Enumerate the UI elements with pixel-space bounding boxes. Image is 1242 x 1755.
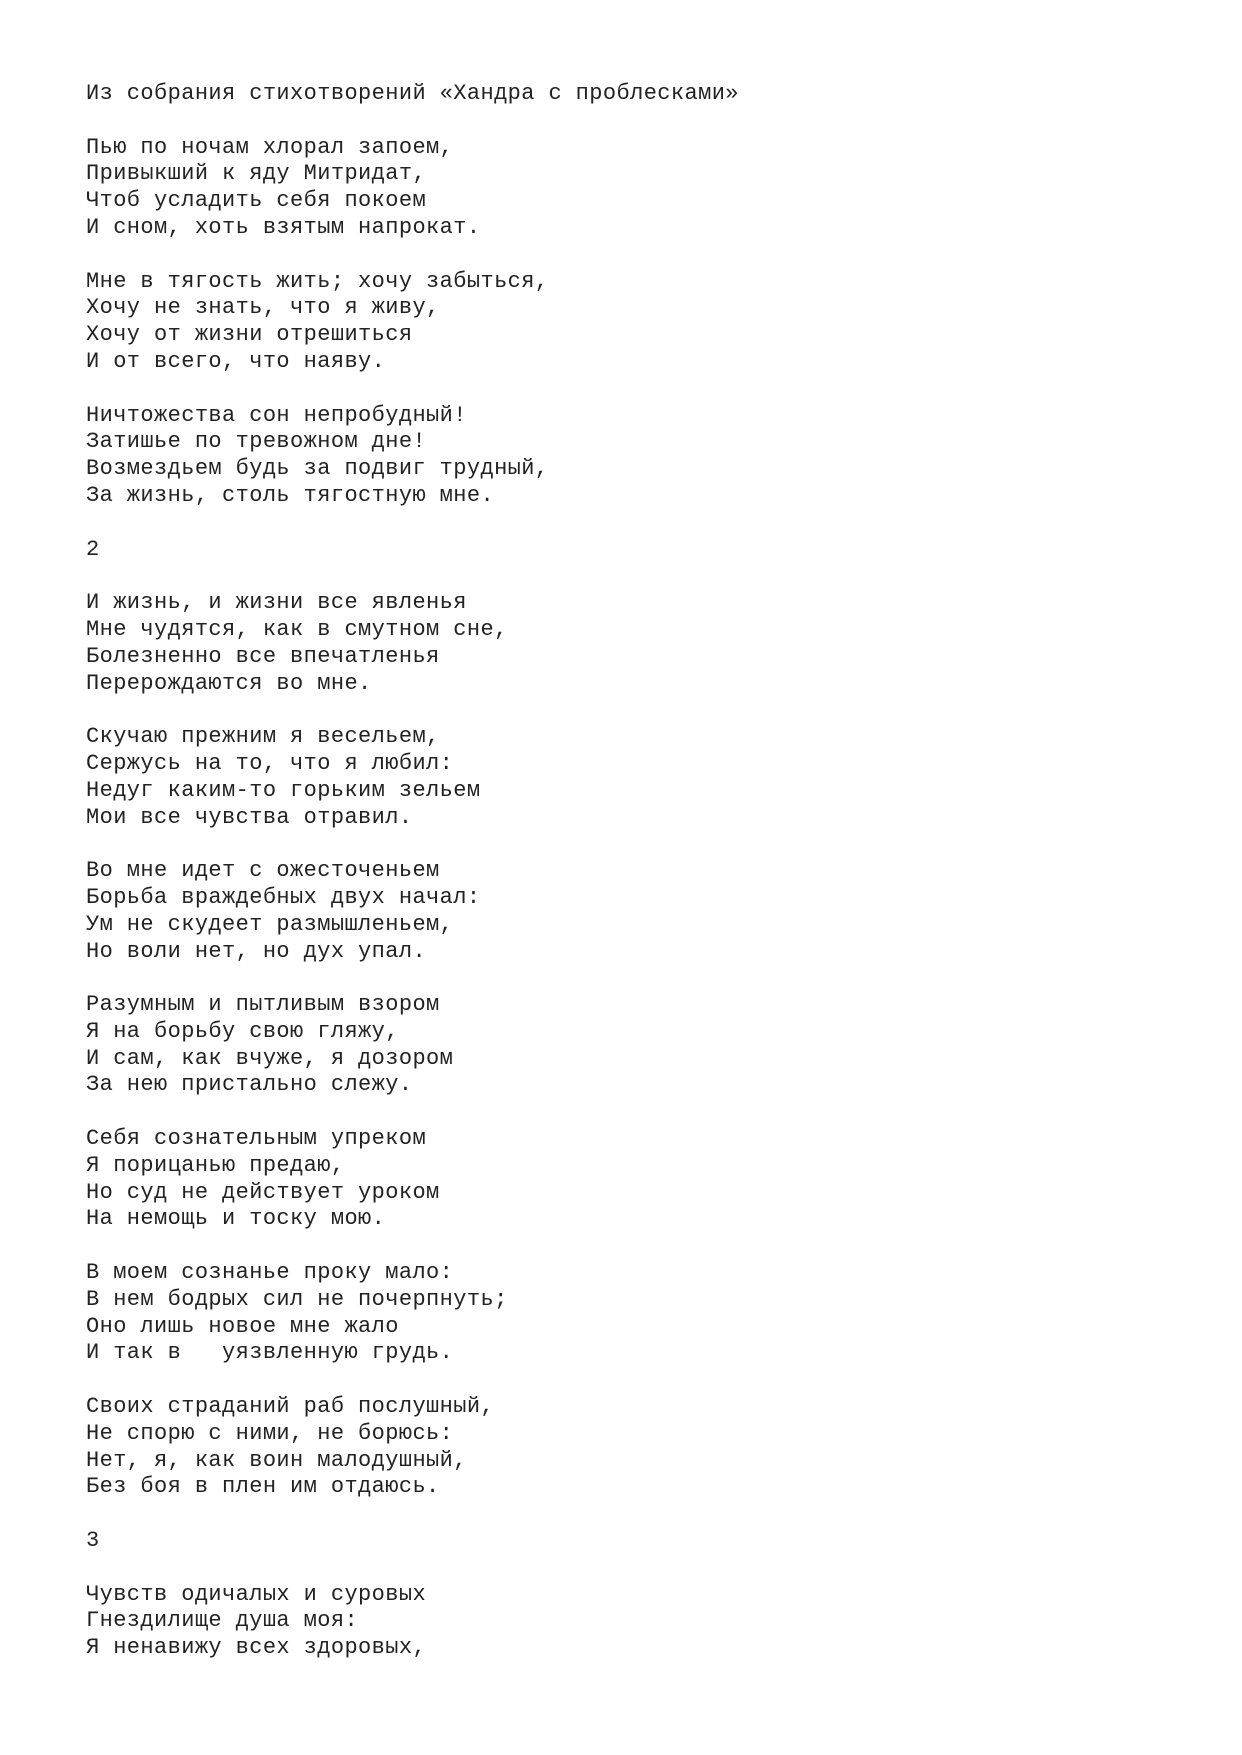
verse-line: Ум не скудеет размышленьем, [86,911,454,937]
verse-line: Я ненавижу всех здоровых, [86,1635,427,1661]
verse-line: Мне чудятся, как в смутном сне, [86,616,508,642]
part-number: 2 [86,536,100,562]
verse-line: Хочу от жизни отрешиться [86,322,413,348]
poem-body [86,135,1206,1662]
verse-line: Без боя в плен им отдаюсь. [86,1474,440,1500]
verse-line: Гнездилище душа моя: [86,1608,359,1634]
collection-title: Из собрания стихотворений «Хандра с проблесками» [86,81,739,106]
verse-line: Я на борьбу свою гляжу, [86,1018,399,1044]
verse-line: Хочу не знать, что я живу, [86,295,440,321]
verse-line: Своих страданий раб послушный, [86,1394,495,1420]
verse-line: За жизнь, столь тягостную мне. [86,482,495,508]
verse-line: В моем сознанье проку мало: [86,1260,454,1286]
verse-line: Не спорю с ними, не борюсь: [86,1420,454,1446]
stanza [86,590,1206,697]
verse-line: Борьба враждебных двух начал: [86,884,481,910]
verse-line: Ничтожества сон непробудный! [86,402,467,428]
verse-line: Но воли нет, но дух упал. [86,938,427,964]
verse-line: Чтоб усладить себя покоем [86,188,427,214]
verse-line: Пью по ночам хлорал запоем, [86,134,454,160]
stanza [86,992,1206,1099]
verse-line: Себя сознательным упреком [86,1126,427,1152]
verse-line: Затишье по тревожном дне! [86,429,427,455]
stanza [86,269,1206,376]
verse-line: И сам, как вчуже, я дозором [86,1045,454,1071]
verse-line: За нею пристально слежу. [86,1072,413,1098]
stanza [86,1260,1206,1367]
verse-line: Разумным и пытливым взором [86,992,440,1018]
stanza [86,135,1206,242]
stanza [86,1582,1206,1662]
stanza [86,403,1206,510]
verse-line: Чувств одичалых и суровых [86,1581,427,1607]
verse-line: Но суд не действует уроком [86,1179,440,1205]
verse-line: И так в уязвленную грудь. [86,1340,454,1366]
verse-line: Привыкший к яду Митридат, [86,161,427,187]
verse-line: На немощь и тоску мою. [86,1206,386,1232]
verse-line: И жизнь, и жизни все явленья [86,590,467,616]
verse-line: И от всего, что наяву. [86,348,386,374]
verse-line: Болезненно все впечатленья [86,643,440,669]
verse-line: Нет, я, как воин малодушный, [86,1447,467,1473]
verse-line: Возмездьем будь за подвиг трудный, [86,456,549,482]
verse-line: Перерождаются во мне. [86,670,372,696]
verse-line: Недуг каким-то горьким зельем [86,777,481,803]
verse-line: Скучаю прежним я весельем, [86,724,440,750]
stanza [86,1126,1206,1233]
stanza [86,1394,1206,1501]
verse-line: Мне в тягость жить; хочу забыться, [86,268,549,294]
document-page [86,81,1206,1662]
verse-line: В нем бодрых сил не почерпнуть; [86,1286,508,1312]
verse-line: Во мне идет с ожесточеньем [86,858,440,884]
stanza [86,724,1206,831]
verse-line: Я порицанью предаю, [86,1152,345,1178]
part-number: 3 [86,1528,100,1554]
verse-line: Сержусь на то, что я любил: [86,750,454,776]
verse-line: И сном, хоть взятым напрокат. [86,214,481,240]
verse-line: Мои все чувства отравил. [86,804,413,830]
verse-line: Оно лишь новое мне жало [86,1313,399,1339]
stanza [86,858,1206,965]
